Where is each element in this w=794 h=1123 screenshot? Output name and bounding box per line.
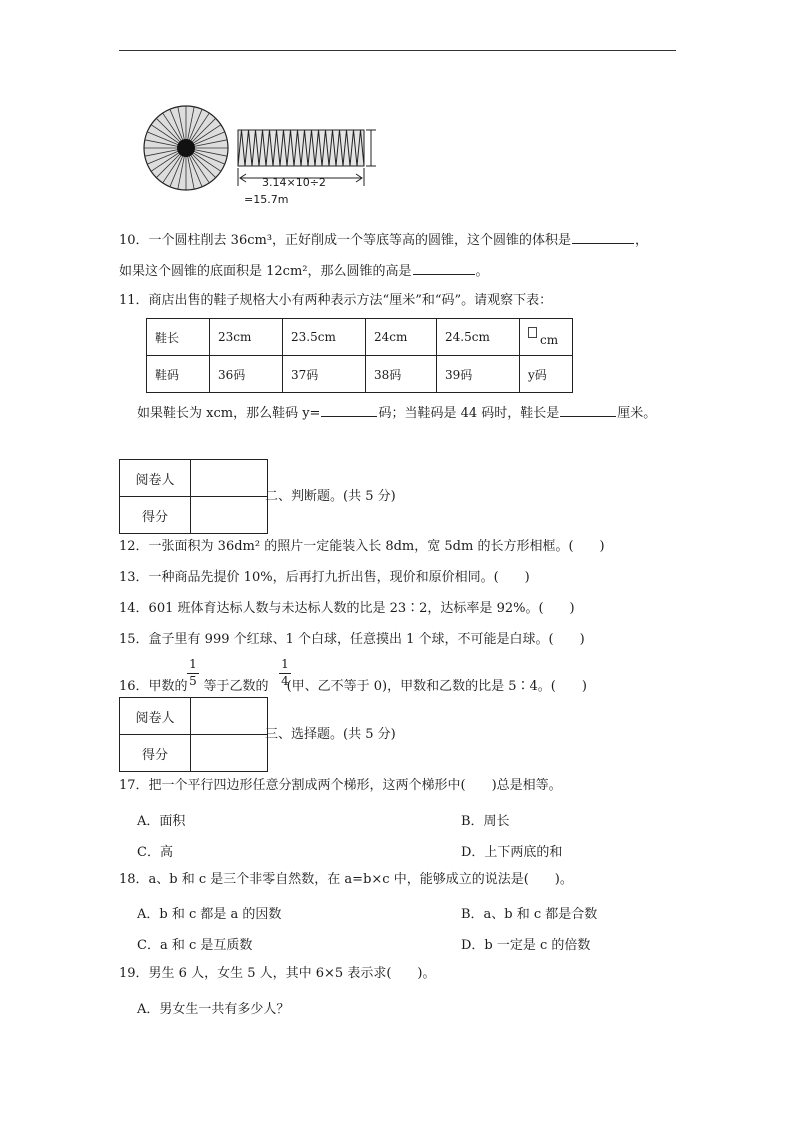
frac-num: 1 xyxy=(281,657,289,671)
q10-text1: 10．一个圆柱削去 36cm³，正好削成一个等底等高的圆锥，这个圆锥的体积是 xyxy=(119,233,572,248)
q11-follow-b: 码；当鞋码是 44 码时，鞋长是 xyxy=(378,406,560,421)
header-rule xyxy=(119,50,676,51)
frac-den: 4 xyxy=(279,673,291,688)
figure-result-label: =15.7m xyxy=(244,193,289,206)
section3-title: 三、选择题。(共 5 分) xyxy=(265,727,396,742)
q17-option-a[interactable]: A．面积 xyxy=(137,814,186,829)
section2-grading-box xyxy=(119,459,268,534)
score-label: 得分 xyxy=(120,735,191,772)
q11-follow-a: 如果鞋长为 xcm，那么鞋码 y= xyxy=(137,406,321,421)
score-field[interactable] xyxy=(191,497,268,534)
score-label: 得分 xyxy=(120,497,191,534)
figure-dimension-label: 3.14×10÷2 xyxy=(262,176,326,189)
score-field[interactable] xyxy=(191,735,268,772)
q17-option-d[interactable]: D．上下两底的和 xyxy=(461,845,563,860)
q10-line2 xyxy=(119,262,489,280)
table-cell-unit: cm xyxy=(540,333,559,347)
shoe-size-table xyxy=(146,318,573,393)
table-cell: 37码 xyxy=(283,356,366,393)
table-cell-box xyxy=(520,319,573,356)
grader-field[interactable] xyxy=(191,698,268,735)
q14: 14．601 班体育达标人数与未达标人数的比是 23∶2，达标率是 92%。( ) xyxy=(119,601,575,616)
sector-circle xyxy=(144,106,228,190)
table-cell: 36码 xyxy=(210,356,283,393)
q17-option-c[interactable]: C．高 xyxy=(137,845,173,860)
grader-field[interactable] xyxy=(191,460,268,497)
table-cell: 39码 xyxy=(437,356,520,393)
q10-end1: ， xyxy=(635,233,649,248)
frac-num: 1 xyxy=(189,657,197,671)
q16-part-a: 16．甲数的 xyxy=(119,679,188,694)
table-cell: y码 xyxy=(520,356,573,393)
fraction-one-quarter xyxy=(279,657,291,688)
q11-blank1[interactable] xyxy=(321,404,377,417)
q18-option-b[interactable]: B．a、b 和 c 都是合数 xyxy=(461,907,598,922)
q18-text: 18．a、b 和 c 是三个非零自然数，在 a=b×c 中，能够成立的说法是( )。 xyxy=(119,872,573,887)
table-cell: 鞋码 xyxy=(147,356,210,393)
q18-option-a[interactable]: A．b 和 c 都是 a 的因数 xyxy=(137,907,282,922)
q15: 15．盒子里有 999 个红球、1 个白球，任意摸出 1 个球，不可能是白球。( ) xyxy=(119,632,585,647)
q10-line1 xyxy=(119,231,648,249)
section2-title: 二、判断题。(共 5 分) xyxy=(265,489,396,504)
frac-den: 5 xyxy=(187,673,199,688)
table-cell: 23cm xyxy=(210,319,283,356)
grader-label: 阅卷人 xyxy=(120,460,191,497)
table-cell: 24cm xyxy=(366,319,437,356)
q11-blank2[interactable] xyxy=(560,404,616,417)
q17-option-b[interactable]: B．周长 xyxy=(461,814,510,829)
q18-option-d[interactable]: D．b 一定是 c 的倍数 xyxy=(461,938,591,953)
section3-grading-box xyxy=(119,697,268,772)
q11-text: 11．商店出售的鞋子规格大小有两种表示方法“厘米”和“码”。请观察下表： xyxy=(119,293,553,308)
table-cell: 鞋长 xyxy=(147,319,210,356)
unrolled-strip xyxy=(238,130,364,166)
q10-text2: 如果这个圆锥的底面积是 12cm²，那么圆锥的高是 xyxy=(119,264,412,279)
q10-blank2[interactable] xyxy=(413,262,475,275)
q18-option-c[interactable]: C．a 和 c 是互质数 xyxy=(137,938,253,953)
q16-part-b: 等于乙数的 xyxy=(203,679,269,694)
q16-part-c: (甲、乙不等于 0)，甲数和乙数的比是 5∶4。( ) xyxy=(286,679,587,694)
q10-end2: 。 xyxy=(475,264,489,279)
q12: 12．一张面积为 36dm² 的照片一定能装入长 8dm，宽 5dm 的长方形相框。( ) xyxy=(119,539,605,554)
fraction-one-fifth xyxy=(187,657,199,688)
q13: 13．一种商品先提价 10%，后再打九折出售，现价和原价相同。( ) xyxy=(119,570,530,585)
table-cell: 23.5cm xyxy=(283,319,366,356)
table-cell: 24.5cm xyxy=(437,319,520,356)
table-cell: 38码 xyxy=(366,356,437,393)
q19-option-a[interactable]: A．男女生一共有多少人？ xyxy=(137,1002,290,1017)
q10-blank1[interactable] xyxy=(572,231,634,244)
grader-label: 阅卷人 xyxy=(120,698,191,735)
q19-text: 19．男生 6 人，女生 5 人，其中 6×5 表示求( )。 xyxy=(119,966,436,981)
q11-follow-c: 厘米。 xyxy=(617,406,657,421)
table-row xyxy=(147,319,573,356)
q11-followup xyxy=(137,404,656,422)
table-row xyxy=(147,356,573,393)
q17-text: 17．把一个平行四边形任意分割成两个梯形，这两个梯形中( )总是相等。 xyxy=(119,778,562,793)
empty-box-icon xyxy=(528,327,537,338)
